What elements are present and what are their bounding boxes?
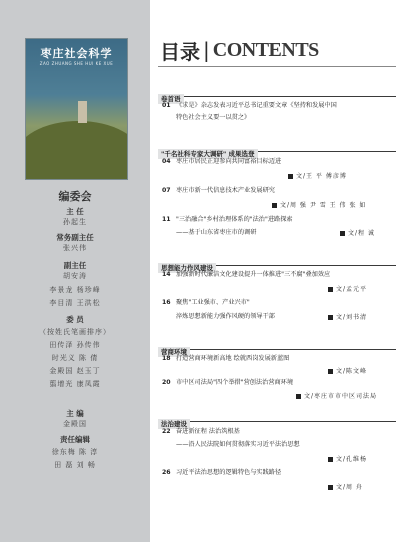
board-name: 李目清 王洪松: [49, 299, 101, 307]
board-name: 金殿国: [63, 420, 87, 428]
board-name: 孙起生: [63, 218, 87, 226]
section-tag: 思想能力作风建设: [158, 263, 216, 273]
left-panel: [0, 0, 150, 542]
section-header: [158, 411, 396, 428]
page-number: 16: [162, 299, 171, 306]
board-name: 徐东梅 陈 淳: [51, 448, 99, 456]
square-bullet-icon: [328, 457, 333, 462]
toc-entry-cont[interactable]: [162, 312, 316, 321]
page-number: 14: [162, 271, 171, 278]
board-group: [0, 260, 150, 281]
contents-header: [160, 36, 390, 64]
entry-subtitle: ——基于山东省枣庄市的调研: [176, 229, 257, 236]
square-bullet-icon: [328, 287, 333, 292]
author-line: 文/孟元平: [328, 284, 367, 293]
board-role: 委 员: [66, 315, 84, 324]
entry-title: 特色社会主义要一以贯之》: [176, 114, 251, 121]
square-bullet-icon: [288, 174, 293, 179]
entry-title: 打造营商环境新高地 绘就西岗发展新蓝图: [176, 355, 290, 362]
toc-entry[interactable]: [162, 186, 394, 195]
author-line: 文/刘书清: [328, 312, 367, 321]
entry-title: 市中区司法局"四个举措"营创法治营商环境: [176, 379, 294, 386]
toc-entry[interactable]: [162, 378, 394, 387]
board-role: 主 编: [66, 409, 84, 418]
toc-entry[interactable]: [162, 354, 394, 363]
square-bullet-icon: [328, 369, 333, 374]
page-number: 11: [162, 216, 171, 223]
header-cn: 目录: [160, 39, 200, 64]
cover-tower: [78, 101, 87, 123]
board-role: 副主任: [63, 261, 87, 270]
section-header: [158, 339, 396, 356]
page-number: 18: [162, 355, 171, 362]
author-line: 文/程 诚: [340, 228, 375, 237]
toc-entry-cont[interactable]: [162, 113, 403, 122]
page-number: 20: [162, 379, 171, 386]
square-bullet-icon: [328, 485, 333, 490]
entry-title: 枣庄市新一代信息技术产业发展研究: [176, 187, 275, 194]
section-header: [158, 141, 396, 158]
page-number: 01: [162, 102, 171, 109]
section-tag: 法治建设: [158, 419, 190, 429]
board-group: [0, 285, 150, 308]
author-line: 文/枣庄市市中区司法局: [296, 391, 377, 400]
contents-panel: [150, 0, 403, 542]
toc-entry-cont[interactable]: [162, 228, 296, 237]
magazine-cover-image: [25, 38, 128, 180]
entry-title: 奋进新征程 法治筑根基: [176, 428, 240, 435]
entry-title: 习近平法治思想的逻辑特色与实践路径: [176, 469, 282, 476]
author-line: 文/周 强 尹 雪 王 伟 张 如: [272, 200, 366, 209]
section-tag: "千名社科专家大调研" 成果选登: [158, 149, 258, 159]
board-role: 常务副主任: [56, 233, 94, 242]
board-group: [0, 408, 150, 429]
board-name: 时光义 陈 倩: [51, 354, 99, 362]
entry-title: 聚焦"工业强市、产业兴市": [176, 299, 250, 306]
board-group: [0, 206, 150, 227]
toc-entry[interactable]: [162, 215, 394, 224]
header-divider: [158, 66, 396, 67]
page-number: 22: [162, 428, 171, 435]
board-name: （按姓氏笔画排序）: [39, 328, 111, 336]
board-group: [0, 314, 150, 389]
page-number: 04: [162, 158, 171, 165]
entry-title: 加强新时代廉洁文化建设提升一体推进"三不腐"叠加效应: [176, 271, 331, 278]
board-role: 责任编辑: [60, 435, 90, 444]
board-name: 翦增光 康凤霞: [49, 380, 101, 388]
section-header: [158, 86, 396, 103]
square-bullet-icon: [340, 231, 345, 236]
cover-hill: [25, 121, 128, 180]
author-line: 文/孔维杨: [328, 454, 367, 463]
board-group: [0, 232, 150, 253]
section-header: [158, 255, 396, 272]
board-title: 编委会: [58, 190, 92, 203]
board-role: 主 任: [66, 207, 84, 216]
cover-subtitle: ZAO ZHUANG SHE HUI KE XUE: [39, 61, 114, 66]
page-number: 07: [162, 187, 171, 194]
toc-entry[interactable]: [162, 427, 394, 436]
cover-title: 枣庄社会科学: [40, 47, 113, 60]
entry-title: 《求是》杂志发表习近平总书记重要文章《坚持和发展中国: [176, 102, 337, 109]
header-separator: |: [203, 38, 210, 62]
author-line: 文/周 舟: [328, 482, 363, 491]
board-name: 胡安涛: [63, 272, 87, 280]
author-line: 文/王 平 傅彦博: [288, 171, 347, 180]
section-tag: 卷首语: [158, 94, 184, 104]
page-number: 26: [162, 469, 171, 476]
board-name: 田传泽 孙传伟: [49, 341, 101, 349]
author-line: 文/陈文峰: [328, 366, 367, 375]
entry-title: 淬炼思想新能力强作风硬的领导干部: [176, 313, 275, 320]
board-group: [0, 434, 150, 470]
toc-entry[interactable]: [162, 468, 394, 477]
board-name: 张兴伟: [63, 244, 87, 252]
square-bullet-icon: [296, 394, 301, 399]
toc-entry[interactable]: [162, 157, 394, 166]
entry-title: 枣庄市居民正迎参向共同富裕目标迈进: [176, 158, 282, 165]
board-name: 金殿国 赵玉丁: [49, 367, 101, 375]
toc-entry[interactable]: [162, 101, 394, 110]
board-name: 李景龙 杨珍峰: [49, 286, 101, 294]
square-bullet-icon: [328, 315, 333, 320]
entry-title: "三治融合"乡村治理体系的"法治"进路探索: [176, 216, 293, 223]
section-tag: 营商环境: [158, 347, 190, 357]
header-en: CONTENTS: [212, 38, 319, 61]
square-bullet-icon: [272, 203, 277, 208]
board-name: 田 磊 刘 畅: [54, 461, 96, 469]
entry-subtitle: ——沿人民法院如何贯彻落实习近平法治思想: [176, 441, 300, 448]
toc-entry-cont[interactable]: [162, 440, 403, 449]
toc-entry[interactable]: [162, 298, 394, 307]
toc-entry[interactable]: [162, 270, 394, 279]
